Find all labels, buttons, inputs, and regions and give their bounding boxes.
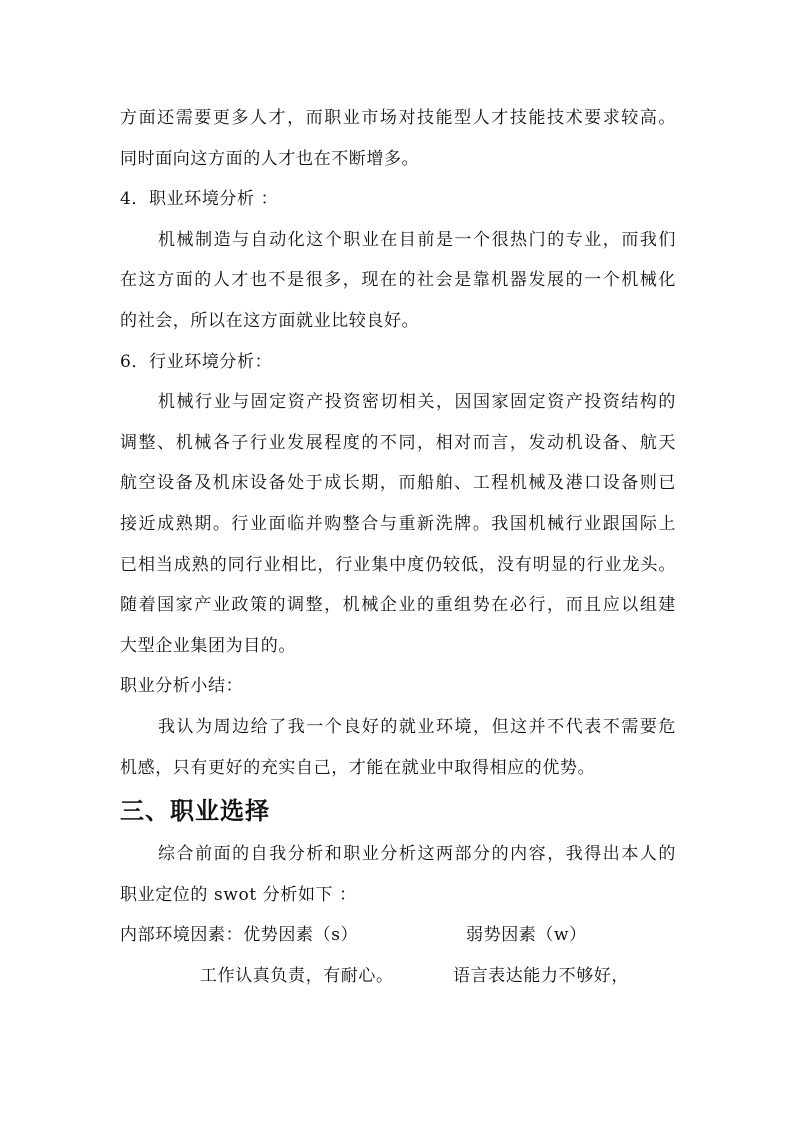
paragraph-line: 的社会，所以在这方面就业比较良好。 (120, 310, 420, 331)
swot-weakness-label: 弱势因素（w） (466, 925, 587, 946)
paragraph-line: 综合前面的自我分析和职业分析这两部分的内容，我得出本人的 (158, 844, 676, 865)
swot-internal-label: 内部环境因素：优势因素（s） (120, 925, 359, 946)
paragraph-line: 同时面向这方面的人才也在不断增多。 (120, 148, 420, 169)
paragraph-line: 职业定位的 swot 分析如下 ： (120, 884, 357, 905)
swot-strength-item: 工作认真负责，有耐心。 (200, 965, 394, 986)
subheading-industry-environment: 6．行业环境分析： (120, 351, 273, 372)
paragraph-line: 接近成熟期。行业面临并购整合与重新洗牌。我国机械行业跟国际上 (120, 513, 676, 534)
paragraph-line: 大型企业集团为目的。 (120, 635, 296, 656)
paragraph-line: 方面还需要更多人才，而职业市场对技能型人才技能技术要求较高。 (120, 108, 676, 128)
paragraph-line: 调整、机械各子行业发展程度的不同，相对而言，发动机设备、航天 (120, 432, 676, 453)
paragraph-line: 已相当成熟的同行业相比，行业集中度仍较低，没有明显的行业龙头。 (120, 554, 676, 575)
paragraph-line: 随着国家产业政策的调整，机械企业的重组势在必行，而且应以组建 (120, 595, 676, 616)
paragraph-line: 在这方面的人才也不是很多，现在的社会是靠机器发展的一个机械化 (120, 270, 676, 291)
swot-header-row (120, 915, 676, 956)
paragraph-line: 我认为周边给了我一个良好的就业环境，但这并不代表不需要危 (158, 716, 676, 737)
paragraph-line: 航空设备及机床设备处于成长期，而船舶、工程机械及港口设备则已 (120, 473, 676, 494)
paragraph-line: 机械行业与固定资产投资密切相关，因国家固定资产投资结构的 (158, 392, 676, 413)
swot-weakness-item: 语言表达能力不够好， (453, 965, 629, 986)
subheading-career-summary: 职业分析小结： (120, 676, 244, 697)
subheading-career-environment: 4．职业环境分析 ： (120, 189, 279, 210)
paragraph-line: 机感，只有更好的充实自己，才能在就业中取得相应的优势。 (120, 757, 596, 778)
paragraph-line: 机械制造与自动化这个职业在目前是一个很热门的专业，而我们 (158, 229, 676, 250)
document-page (120, 98, 676, 996)
section-heading: 三、职业选择 (120, 797, 270, 826)
swot-item-row (120, 956, 676, 997)
